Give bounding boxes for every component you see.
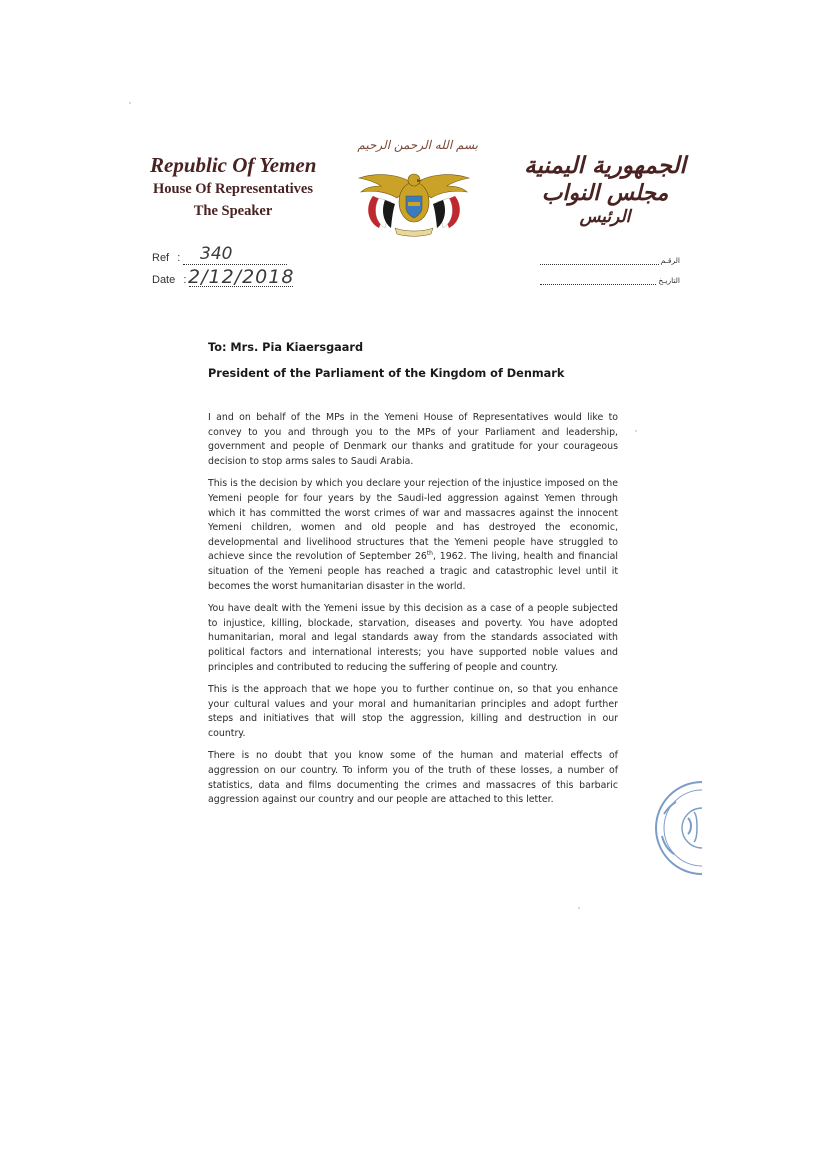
p2-text-before: This is the decision by which you declare your rejection of the injustice imposed on the Yemeni people for four years by the Saudi-led aggression against Yemen through which it has committed the worst crimes of war and massacres against the innocent Yemeni children, women and old people and has destroyed the economic, developmental and livelihood structures that the Yemeni people have struggled to achieve since the revolution of September 26 [208,478,618,563]
body-paragraph-5: There is no doubt that you know some of the human and material effects of aggression on our country. To inform you of the truth of these losses, a number of statistics, data and films documenting the crimes and massacres of this barbaric aggression against our country and our people are attached to this letter. [208,750,618,806]
ref-label: Ref [152,252,170,264]
arabic-date-label: التاريـخ [658,276,680,285]
recipient-position: President of the Parliament of the Kingdom of Denmark [208,367,565,380]
arabic-house: مجلس النواب [541,180,669,206]
p2-superscript: th [426,550,433,558]
recipient-name: To: Mrs. Pia Kiaersgaard [208,341,364,354]
arabic-reference-block [540,256,680,296]
letter-body [208,411,618,816]
arabic-ref-dotted-line [540,256,659,265]
arabic-office: الرئيس [579,207,631,227]
recipient-block [208,341,564,380]
official-stamp-icon [650,778,702,878]
p2-text-after: , 1962. The living, health and financial situation of the Yemeni people has reached a tragic and catastrophic level until it becomes the worst humanitarian disaster in the world. [208,551,618,592]
letterhead-arabic [520,152,690,227]
ref-dotted-line [183,252,287,265]
letterhead-house: House Of Representatives [152,181,314,197]
body-paragraph-3: You have dealt with the Yemeni issue by this decision as a case of a people subjected to injustice, killing, blockade, starvation, diseases and poverty. You have adopted humanitarian, moral and legal standards away from the standards associated with political factors and international interests; you have supported noble values and principles and contributed to reducing the suffering of people and country. [208,603,618,673]
arabic-date-dotted-line [540,276,656,285]
letterhead-english [150,153,316,220]
yemen-eagle-emblem-icon [355,166,473,238]
arabic-ref-row [540,256,680,276]
ref-row: Ref : 340 [152,252,293,274]
arabic-date-row [540,276,680,296]
scan-speck [635,430,637,432]
letterhead-country: Republic Of Yemen [150,153,317,177]
date-handwritten-value: 2/12/2018 [188,266,295,288]
body-paragraph-1: I and on behalf of the MPs in the Yemeni House of Representatives would like to convey to you and through you to the MPs of your Parliament and leadership, government and people of Denmark our thanks and gratitude for your courageous decision to stop arms sales to Saudi Arabia. [208,412,618,467]
body-paragraph-2 [208,477,618,594]
scan-speck [129,102,131,104]
body-paragraph-4: This is the approach that we hope you to further continue on, so that you enhance your cultural values and your moral and humanitarian principles and adopt further steps and initiatives that will stop the aggression, killing and destruction in our country. [208,684,618,739]
scan-speck [578,907,580,909]
arabic-country: الجمهورية اليمنية [524,152,686,179]
ref-handwritten-value: 340 [200,244,233,264]
reference-block [152,244,295,296]
basmala-calligraphy: بسم الله الرحمن الرحيم [357,138,478,152]
arabic-ref-label: الرقـم [660,256,680,265]
date-label: Date [152,274,176,286]
letterhead-office: The Speaker [193,203,273,219]
date-row: Date : 2/12/2018 [152,266,295,288]
